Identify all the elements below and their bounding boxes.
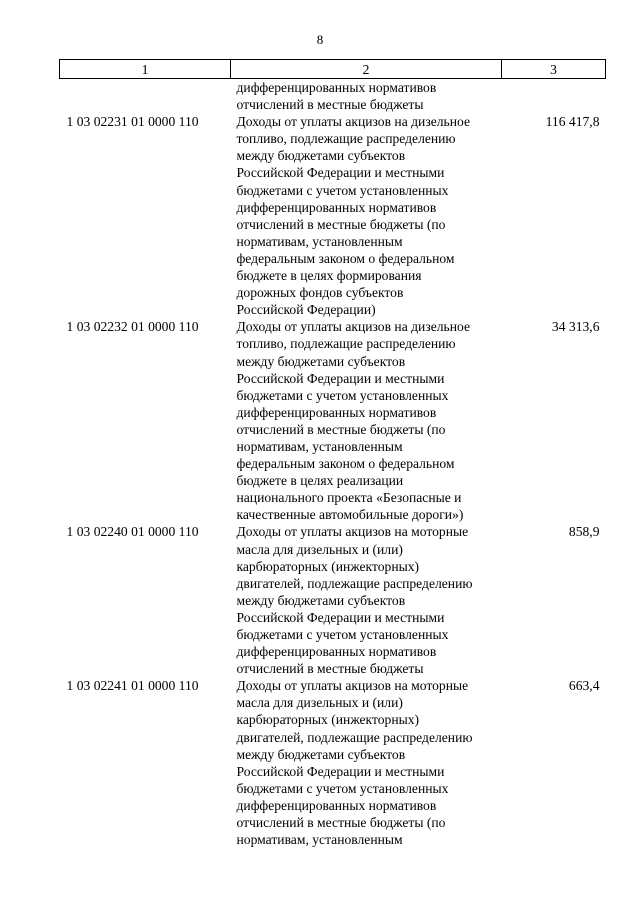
table-cell-description: Доходы от уплаты акцизов на моторные масла для дизельных и (или) карбюраторных (инжекторных) двигателей, подлежащие распределению между бюджетами субъектов Российской Федерации и местными бюджетами с учетом установленных дифференцированных нормативов отчислений в местные бюджеты [236, 524, 473, 677]
page-number: 8 [316, 32, 324, 47]
table-header-row [60, 60, 606, 79]
column-header-code: 1 [60, 60, 231, 79]
revenue-table [59, 59, 606, 848]
table-cell-description: Доходы от уплаты акцизов на дизельное топливо, подлежащие распределению между бюджетами субъектов Российской Федерации и местными бюджетами с учетом установленных дифференцированных нормативов отчислений в местные бюджеты (по нормативам, установленным федеральным законом о федеральном бюджете в целях реализации национального проекта «Безопасные и качественные автомобильные дороги») [236, 319, 470, 523]
table-cell-code [60, 79, 231, 114]
table-cell-amount: 858,9 [568, 524, 600, 540]
column-header-amount: 3 [502, 60, 606, 79]
table-row [60, 523, 606, 677]
table-cell-code: 1 03 02241 01 0000 110 [66, 678, 199, 694]
table-cell-amount [502, 79, 606, 114]
table-cell-description: Доходы от уплаты акцизов на моторные масла для дизельных и (или) карбюраторных (инжекторных) двигателей, подлежащие распределению между бюджетами субъектов Российской Федерации и местными бюджетами с учетом установленных дифференцированных нормативов отчислений в местные бюджеты (по нормативам, установленным [236, 678, 473, 848]
table-row [60, 318, 606, 523]
table-row [60, 677, 606, 848]
column-header-description: 2 [231, 60, 502, 79]
table-cell-description: Доходы от уплаты акцизов на дизельное топливо, подлежащие распределению между бюджетами субъектов Российской Федерации и местными бюджетами с учетом установленных дифференцированных нормативов отчислений в местные бюджеты (по нормативам, установленным федеральным законом о федеральном бюджете в целях формирования дорожных фондов субъектов Российской Федерации) [236, 114, 470, 318]
table-row-continuation [60, 79, 606, 114]
table-row [60, 113, 606, 318]
table-cell-description: дифференцированных нормативов отчислений в местные бюджеты [236, 80, 437, 113]
table-cell-amount: 663,4 [568, 678, 600, 694]
table-cell-code: 1 03 02232 01 0000 110 [66, 319, 199, 335]
table-cell-code: 1 03 02231 01 0000 110 [66, 114, 199, 130]
table-cell-code: 1 03 02240 01 0000 110 [66, 524, 199, 540]
table-cell-amount: 34 313,6 [551, 319, 600, 335]
table-cell-amount: 116 417,8 [545, 114, 600, 130]
